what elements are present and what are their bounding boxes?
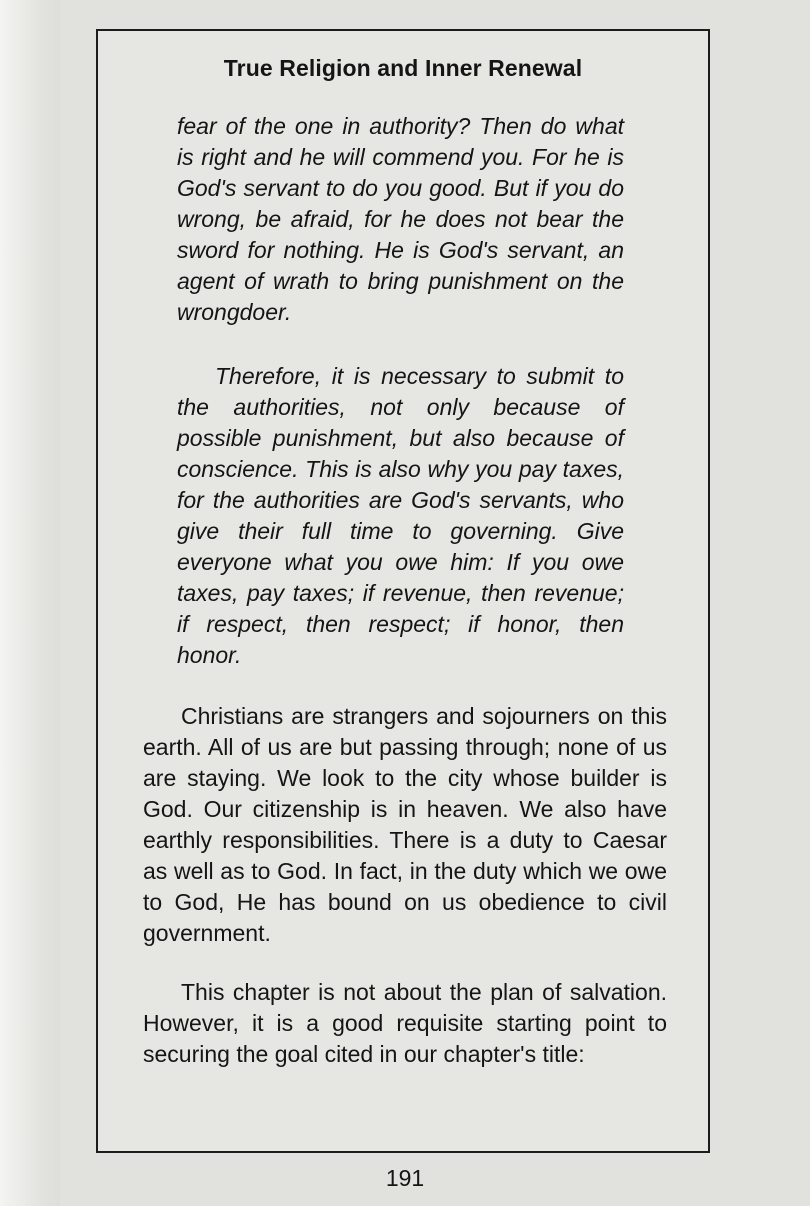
body-paragraph-2: This chapter is not about the plan of salvation. However, it is a good requisite starting point to securing the goal cited in our chapter's title: [143,979,667,1067]
page-frame [96,29,710,1153]
quote-paragraph-2: Therefore, it is necessary to submit to the authorities, not only because of possible punishment, but also because of conscience. This is also why you pay taxes, for the authorities are God's servants, who give their full time to governing. Give everyone what you owe him: If you owe taxes, pay taxes; if revenue, then revenue; if respect, then respect; if honor, then honor. [177,363,624,668]
page-title: True Religion and Inner Renewal [223,55,583,81]
scripture-quote [177,111,624,671]
body-paragraph-1: Christians are strangers and sojourners on this earth. All of us are but passing through; none of us are staying. We look to the city whose builder is God. Our citizenship is in heaven. We also have earthly responsibilities. There is a duty to Caesar as well as to God. In fact, in the duty which we owe to God, He has bound on us obedience to civil government. [143,703,667,946]
page-number: 191 [385,1165,425,1191]
quote-paragraph-1: fear of the one in authority? Then do what is right and he will commend you. For he is God's servant to do you good. But if you do wrong, be afraid, for he does not bear the sword for nothing. He is God's servant, an agent of wrath to bring punishment on the wrongdoer. [177,113,624,325]
